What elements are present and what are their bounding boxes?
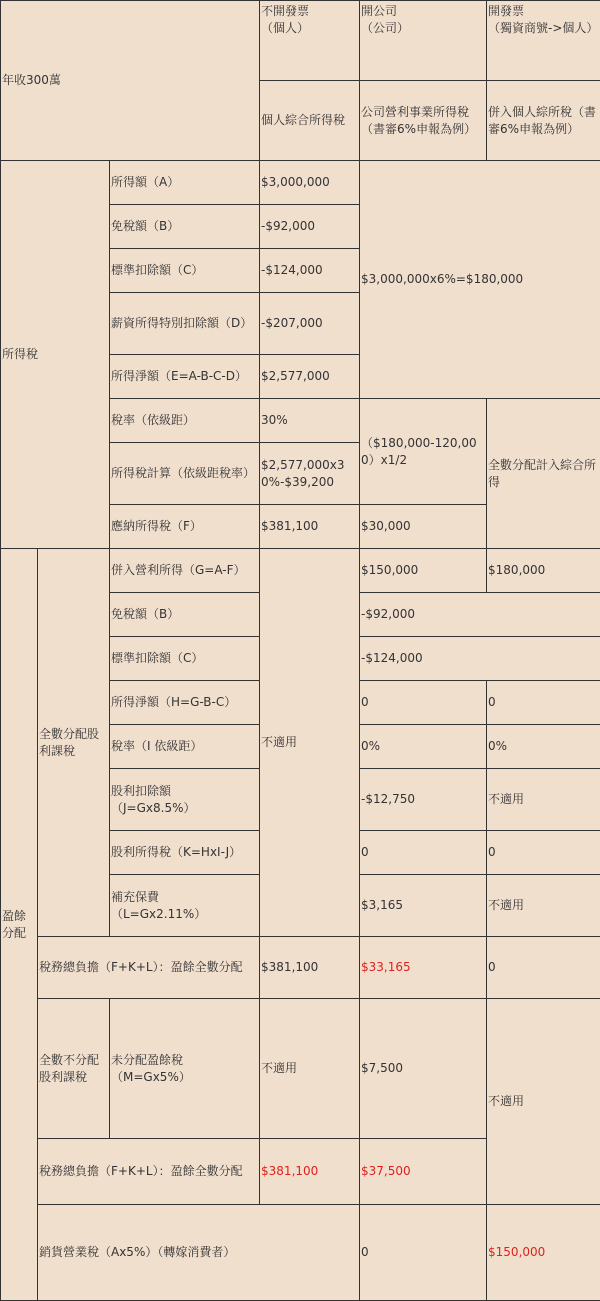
sole-merged-income: $180,000 <box>487 549 600 593</box>
company-total-burden-full: $33,165 <box>360 937 487 999</box>
personal-total-burden-none: $381,100 <box>260 1139 360 1205</box>
shared-surplus-exemption: -$92,000 <box>360 593 600 637</box>
row-label-supplementary-premium: 補充保費 （L=Gx2.11%） <box>110 875 260 937</box>
sole-no-distribution: 不適用 <box>487 999 600 1205</box>
total-burden-none-label: 稅務總負擔（F+K+L）：盈餘全數分配 <box>38 1139 260 1205</box>
row-label-tax-payable: 應納所得稅（F） <box>110 505 260 549</box>
row-label-net-income: 所得淨額（E=A-B-C-D） <box>110 355 260 399</box>
section-income-tax: 所得稅 <box>1 161 110 549</box>
row-label-standard-deduction: 標準扣除額（C） <box>110 249 260 293</box>
personal-income: $3,000,000 <box>260 161 360 205</box>
row-label-surplus-rate: 稅率（I 依級距） <box>110 725 260 769</box>
personal-sales-tax: 0 <box>360 1205 487 1301</box>
company-sales-tax: $150,000 <box>487 1205 600 1301</box>
row-label-salary-deduction: 薪資所得特別扣除額（D） <box>110 293 260 355</box>
company-total-burden-none: $37,500 <box>360 1139 487 1205</box>
row-label-surplus-net-income: 所得淨額（H=G-B-C） <box>110 681 260 725</box>
sole-surplus-net-income: 0 <box>487 681 600 725</box>
company-surplus-net-income: 0 <box>360 681 487 725</box>
row-label-undistributed-tax: 未分配盈餘稅 （M=Gx5%） <box>110 999 260 1139</box>
sole-merged-note: 全數分配計入綜合所得 <box>487 399 600 549</box>
col-header-sole: 開發票 （獨資商號->個人） <box>487 1 600 81</box>
personal-tax-rate: 30% <box>260 399 360 443</box>
company-undistributed-tax: $7,500 <box>360 999 487 1139</box>
total-burden-full-label: 稅務總負擔（F+K+L）：盈餘全數分配 <box>38 937 260 999</box>
col-header-company: 開公司 （公司） <box>360 1 487 81</box>
row-label-dividend-deduction: 股利扣除額 （J=Gx8.5%） <box>110 769 260 831</box>
company-tax-calc: （$180,000-120,000）x1/2 <box>360 399 487 505</box>
personal-not-applicable: 不適用 <box>260 549 360 937</box>
shared-surplus-standard-deduction: -$124,000 <box>360 637 600 681</box>
personal-net-income: $2,577,000 <box>260 355 360 399</box>
subheader-company: 公司營利事業所得稅（書審6%申報為例） <box>360 81 487 161</box>
company-surplus-rate: 0% <box>360 725 487 769</box>
subsection-full-distribution: 全數分配股利課稅 <box>38 549 110 937</box>
corner-label: 年收300萬 <box>1 1 260 161</box>
merged-business-income: $3,000,000x6%=$180,000 <box>360 161 600 399</box>
personal-total-burden-full: $381,100 <box>260 937 360 999</box>
personal-standard-deduction: -$124,000 <box>260 249 360 293</box>
subheader-sole: 併入個人綜所稅（書審6%申報為例） <box>487 81 600 161</box>
company-supplementary-premium: $3,165 <box>360 875 487 937</box>
row-label-tax-calc: 所得稅計算（依級距稅率） <box>110 443 260 505</box>
sole-supplementary-premium: 不適用 <box>487 875 600 937</box>
personal-tax-payable: $381,100 <box>260 505 360 549</box>
subsection-no-distribution: 全數不分配股利課稅 <box>38 999 110 1139</box>
section-surplus: 盈餘 分配 <box>1 549 38 1301</box>
row-label-tax-rate: 稅率（依級距） <box>110 399 260 443</box>
company-tax-payable: $30,000 <box>360 505 487 549</box>
sole-surplus-rate: 0% <box>487 725 600 769</box>
sole-dividend-deduction: 不適用 <box>487 769 600 831</box>
row-label-merged-income: 併入營利所得（G=A-F） <box>110 549 260 593</box>
company-dividend-tax: 0 <box>360 831 487 875</box>
personal-salary-deduction: -$207,000 <box>260 293 360 355</box>
col-header-personal: 不開發票 （個人） <box>260 1 360 81</box>
sole-dividend-tax: 0 <box>487 831 600 875</box>
row-label-dividend-tax: 股利所得稅（K=HxI-J） <box>110 831 260 875</box>
row-label-income: 所得額（A） <box>110 161 260 205</box>
company-dividend-deduction: -$12,750 <box>360 769 487 831</box>
sole-total-burden-full: 0 <box>487 937 600 999</box>
personal-undistributed-tax: 不適用 <box>260 999 360 1139</box>
row-label-exemption: 免稅額（B） <box>110 205 260 249</box>
row-label-sales-tax: 銷貨營業稅（Ax5%）（轉嫁消費者） <box>38 1205 360 1301</box>
company-merged-income: $150,000 <box>360 549 487 593</box>
personal-exemption: -$92,000 <box>260 205 360 249</box>
personal-tax-calc: $2,577,000x30%-$39,200 <box>260 443 360 505</box>
row-label-surplus-exemption: 免稅額（B） <box>110 593 260 637</box>
subheader-personal: 個人綜合所得稅 <box>260 81 360 161</box>
row-label-surplus-standard-deduction: 標準扣除額（C） <box>110 637 260 681</box>
